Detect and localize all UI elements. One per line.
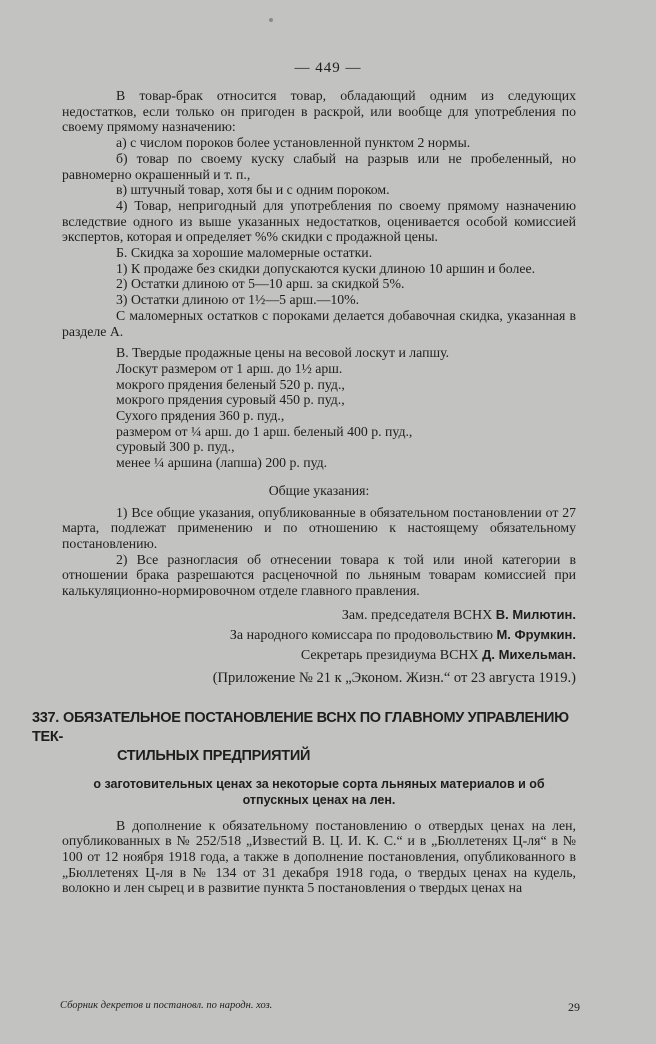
- price-line: Сухого прядения 360 р. пуд.,: [116, 408, 285, 424]
- page-body: [32, 88, 576, 896]
- section-b-item-1: 1) К продаже без скидки допускаются куски длиною 10 аршин и более.: [116, 260, 536, 276]
- signature-role: За народного комиссара по продовольствию: [229, 627, 493, 643]
- footer-source: Сборник декретов и постановл. по народн. хоз.: [60, 1000, 273, 1011]
- signature-name: Д. Михельман.: [482, 646, 576, 662]
- general-item-1: 1) Все общие указания, опубликованные в обязательном постановлении от 27 марта, подлежат применению и по отношению к настоящему обязательному постановлению.: [62, 504, 576, 551]
- decree-title-line1: ОБЯЗАТЕЛЬНОЕ ПОСТАНОВЛЕНИЕ ВСНХ ПО ГЛАВНОМУ УПРАВЛЕНИЮ ТЕК-: [32, 709, 569, 745]
- decree-title-line2: СТИЛЬНЫХ ПРЕДПРИЯТИЙ: [117, 747, 311, 764]
- price-line: суровый 300 р. пуд.,: [116, 439, 235, 455]
- price-line: Лоскут размером от 1 арш. до 1½ арш.: [116, 360, 343, 376]
- signature-line: [152, 645, 576, 665]
- section-b-note: С маломерных остатков с пороками делается добавочная скидка, указанная в разделе А.: [62, 307, 576, 339]
- defect-item-v: в) штучный товар, хотя бы и с одним пороком.: [116, 182, 390, 198]
- price-line: мокрого прядения беленый 520 р. пуд.,: [116, 376, 345, 392]
- paper-speck: [269, 18, 273, 22]
- signature-block: [62, 605, 576, 665]
- decree-number: 337.: [32, 709, 60, 726]
- price-line: мокрого прядения суровый 450 р. пуд.,: [116, 392, 345, 408]
- signature-name: В. Милютин.: [495, 606, 576, 622]
- price-line: менее ¼ аршина (лапша) 200 р. пуд.: [116, 455, 328, 471]
- decree-title: [32, 709, 576, 766]
- decree-subtitle: о заготовительных ценах за некоторые сорта льняных материалов и об отпускных ценах на лен.: [93, 776, 545, 807]
- signature-name: М. Фрумкин.: [496, 626, 576, 642]
- signature-line: [152, 625, 576, 645]
- section-v-title: В. Твердые продажные цены на весовой лоскут и лапшу.: [116, 345, 450, 361]
- signature-line: [152, 605, 576, 625]
- defect-item-b: б) товар по своему куску слабый на разрыв или не пробеленный, но равномерно окрашенный и т. п.,: [62, 150, 576, 182]
- page-footer: [60, 1000, 580, 1015]
- section-b-title: Б. Скидка за хорошие маломерные остатки.: [116, 245, 373, 261]
- footer-signature-mark: 29: [568, 1000, 580, 1014]
- appendix-note: (Приложение № 21 к „Эконом. Жизн.“ от 23 августа 1919.): [212, 669, 576, 686]
- general-heading: Общие указания:: [268, 482, 370, 498]
- section-b-item-3: 3) Остатки длиною от 1½—5 арш.—10%.: [116, 292, 360, 308]
- signature-role: Секретарь президиума ВСНХ: [300, 647, 479, 663]
- price-line: размером от ¼ арш. до 1 арш. беленый 400 р. пуд.,: [116, 423, 413, 439]
- general-item-2: 2) Все разногласия об отнесении товара к той или иной категории в отношении брака разрешаются расценочной по льняным товарам комиссией при калькуляционно-нормировочном отделе главного правления.: [62, 551, 576, 599]
- signature-role: Зам. председателя ВСНХ: [341, 607, 493, 623]
- intro-paragraph: В товар-брак относится товар, обладающий одним из следующих недостатков, если только он пригоден в раскрой, или вообще для употребления по своему прямому назначению:: [62, 88, 576, 135]
- section-b-item-2: 2) Остатки длиною от 5—10 арш. за скидкой 5%.: [116, 276, 405, 292]
- defect-item-a: а) с числом пороков более установленной пунктом 2 нормы.: [116, 135, 471, 151]
- decree-body: В дополнение к обязательному постановлению о отвердых ценах на лен, опубликованных в № 252/518 „Известий В. Ц. И. К. С.“ и в „Бюллетенях Ц-ля“ в № 100 от 12 ноября 1918 года, а также в дополнение постановления, опубликованного в „Бюллетенях Ц-ля в № 134 от 31 декабря 1918 года, о твердых ценах на кудель, волокно и лен сырец и в развитие пункта 5 постановления о твердых ценах на: [62, 817, 576, 896]
- page-number: — 449 —: [294, 60, 362, 76]
- defect-item-4: 4) Товар, непригодный для употребления по своему прямому назначению вследствие одного из выше указанных недостатков, оценивается особой комиссией экспертов, которая и определяет %% скидки с продажной цены.: [62, 197, 576, 245]
